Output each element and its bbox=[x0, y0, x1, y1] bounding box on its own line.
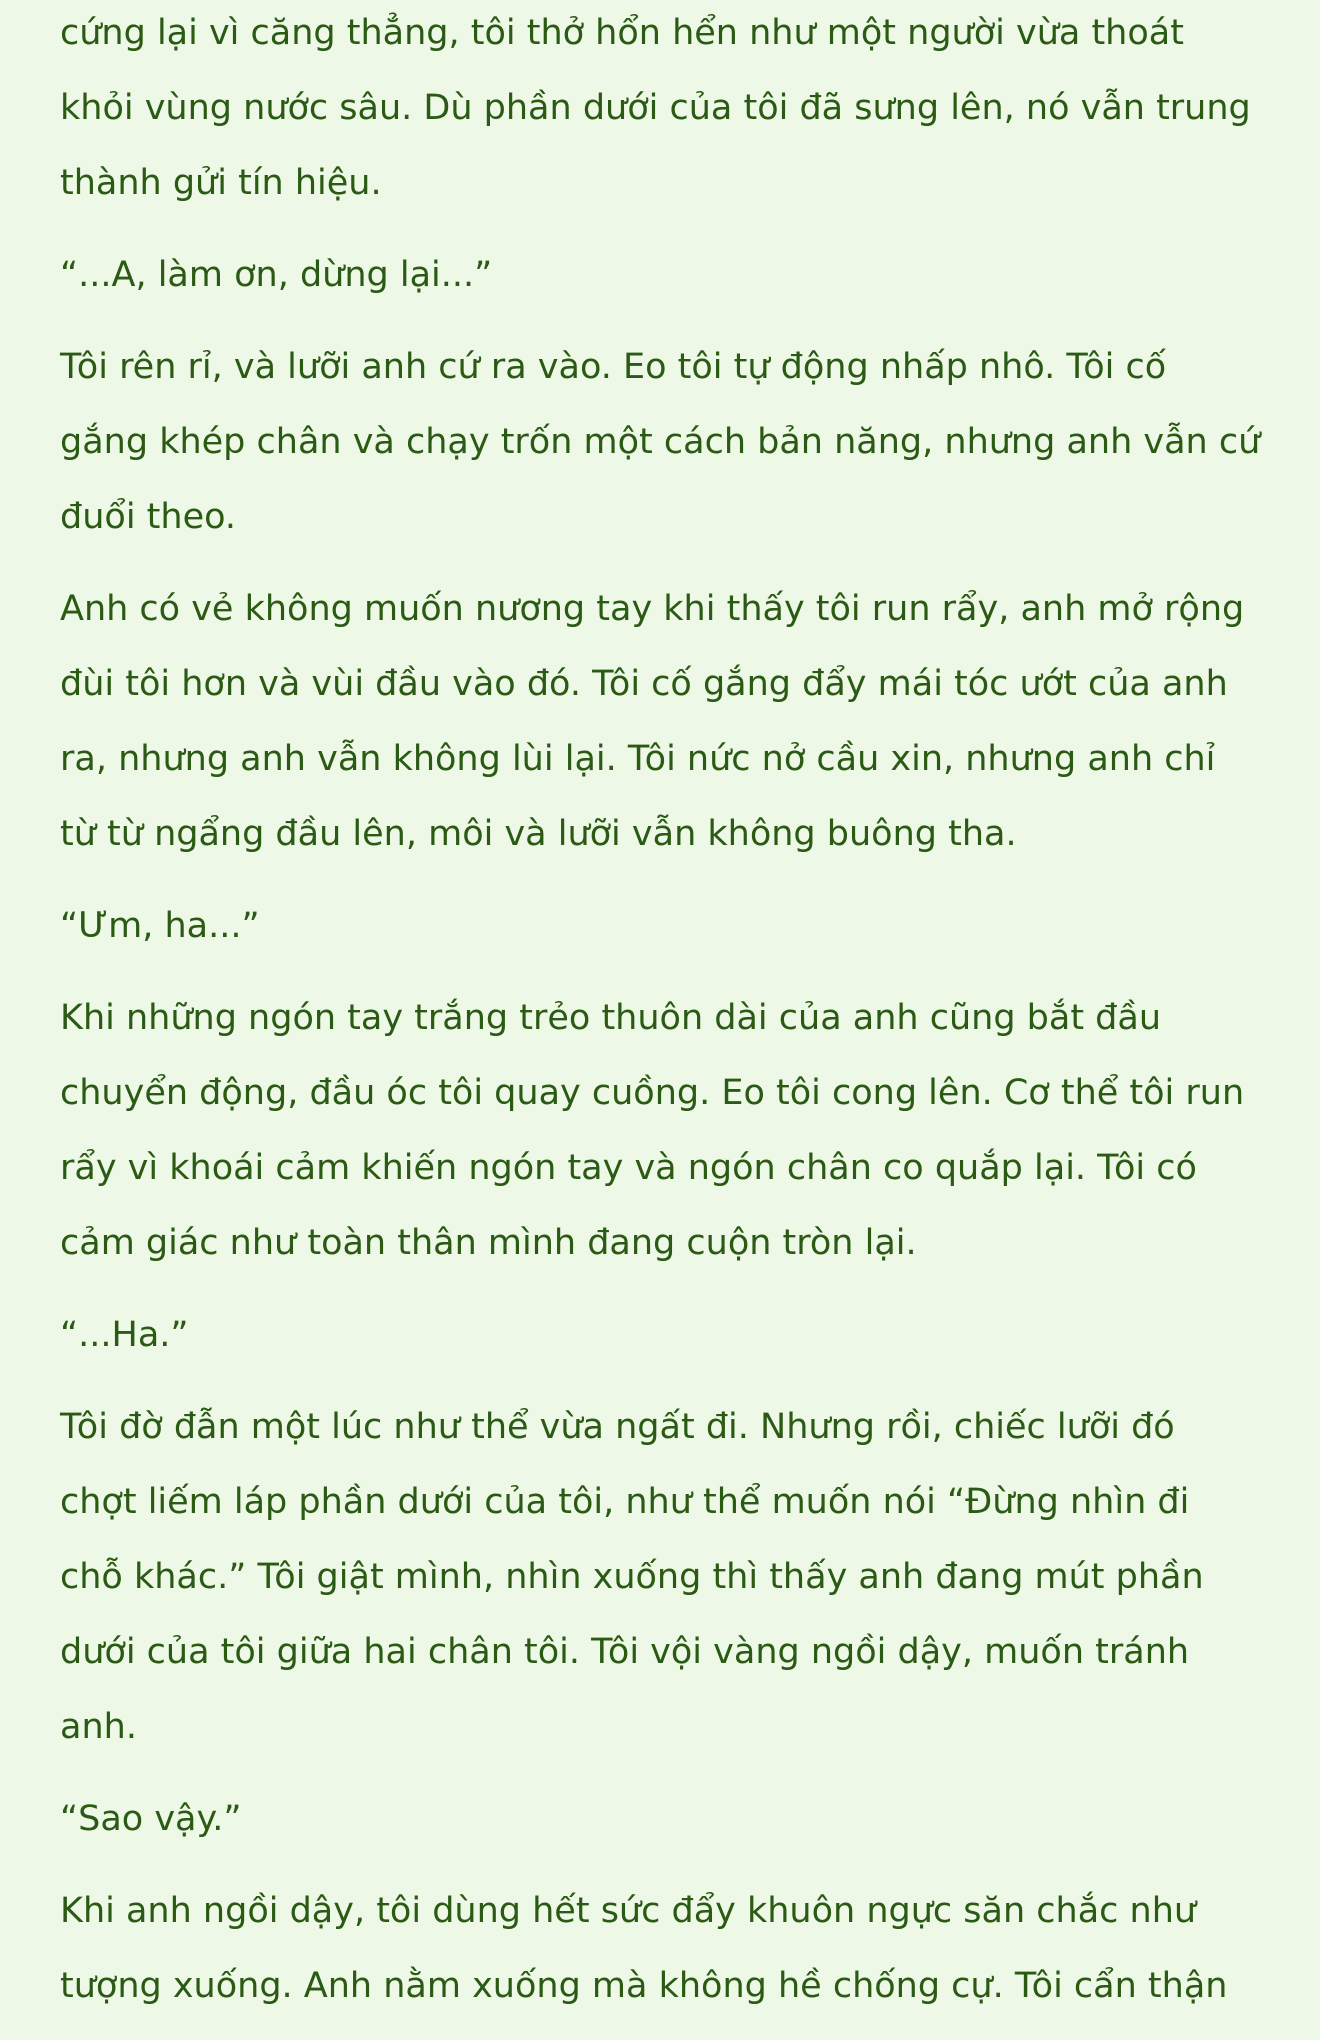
text-line: Khi anh ngồi dậy, tôi dùng hết sức đẩy khuôn ngực săn chắc như bbox=[60, 1891, 1197, 1931]
text-line: “...A, làm ơn, dừng lại...” bbox=[60, 255, 493, 295]
text-line: khỏi vùng nước sâu. Dù phần dưới của tôi đã sưng lên, nó vẫn trung bbox=[60, 88, 1251, 128]
story-paragraph bbox=[60, 0, 1270, 221]
text-line: Tôi đờ đẫn một lúc như thể vừa ngất đi. Nhưng rồi, chiếc lưỡi đó bbox=[60, 1407, 1175, 1447]
text-line: ra, nhưng anh vẫn không lùi lại. Tôi nức nở cầu xin, nhưng anh chỉ bbox=[60, 739, 1216, 779]
story-paragraph bbox=[60, 572, 1270, 872]
text-line: dưới của tôi giữa hai chân tôi. Tôi vội vàng ngồi dậy, muốn tránh bbox=[60, 1632, 1190, 1672]
text-line: “...Ha.” bbox=[60, 1315, 189, 1355]
text-line: rẩy vì khoái cảm khiến ngón tay và ngón chân co quắp lại. Tôi có bbox=[60, 1148, 1197, 1188]
text-line: cứng lại vì căng thẳng, tôi thở hổn hển như một người vừa thoát bbox=[60, 13, 1184, 53]
text-line: đuổi theo. bbox=[60, 497, 237, 537]
story-text bbox=[60, 0, 1270, 2040]
text-line: chuyển động, đầu óc tôi quay cuồng. Eo tôi cong lên. Cơ thể tôi run bbox=[60, 1073, 1245, 1113]
story-paragraph bbox=[60, 330, 1270, 555]
text-line: Anh có vẻ không muốn nương tay khi thấy tôi run rẩy, anh mở rộng bbox=[60, 589, 1245, 629]
text-line: “Ưm, ha...” bbox=[60, 906, 260, 946]
text-line: tượng xuống. Anh nằm xuống mà không hề chống cự. Tôi cẩn thận bbox=[60, 1966, 1228, 2006]
text-line: đùi tôi hơn và vùi đầu vào đó. Tôi cố gắng đẩy mái tóc ướt của anh bbox=[60, 664, 1228, 704]
text-line: Tôi rên rỉ, và lưỡi anh cứ ra vào. Eo tôi tự động nhấp nhô. Tôi cố bbox=[60, 347, 1167, 387]
text-line: “Sao vậy.” bbox=[60, 1799, 242, 1839]
text-line: thành gửi tín hiệu. bbox=[60, 163, 382, 203]
story-paragraph bbox=[60, 238, 1270, 313]
story-paragraph bbox=[60, 1782, 1270, 1857]
text-line: anh. bbox=[60, 1707, 137, 1747]
story-paragraph bbox=[60, 889, 1270, 964]
text-line: chỗ khác.” Tôi giật mình, nhìn xuống thì thấy anh đang mút phần bbox=[60, 1557, 1204, 1597]
story-paragraph bbox=[60, 1298, 1270, 1373]
text-line: gắng khép chân và chạy trốn một cách bản năng, nhưng anh vẫn cứ bbox=[60, 422, 1261, 462]
text-line: Khi những ngón tay trắng trẻo thuôn dài của anh cũng bắt đầu bbox=[60, 998, 1162, 1038]
story-paragraph bbox=[60, 1390, 1270, 1765]
text-line: từ từ ngẩng đầu lên, môi và lưỡi vẫn không buông tha. bbox=[60, 814, 1017, 854]
story-paragraph bbox=[60, 1874, 1270, 2024]
story-paragraph bbox=[60, 981, 1270, 1281]
text-line: cảm giác như toàn thân mình đang cuộn tròn lại. bbox=[60, 1223, 917, 1263]
text-line: chợt liếm láp phần dưới của tôi, như thể muốn nói “Đừng nhìn đi bbox=[60, 1482, 1190, 1522]
